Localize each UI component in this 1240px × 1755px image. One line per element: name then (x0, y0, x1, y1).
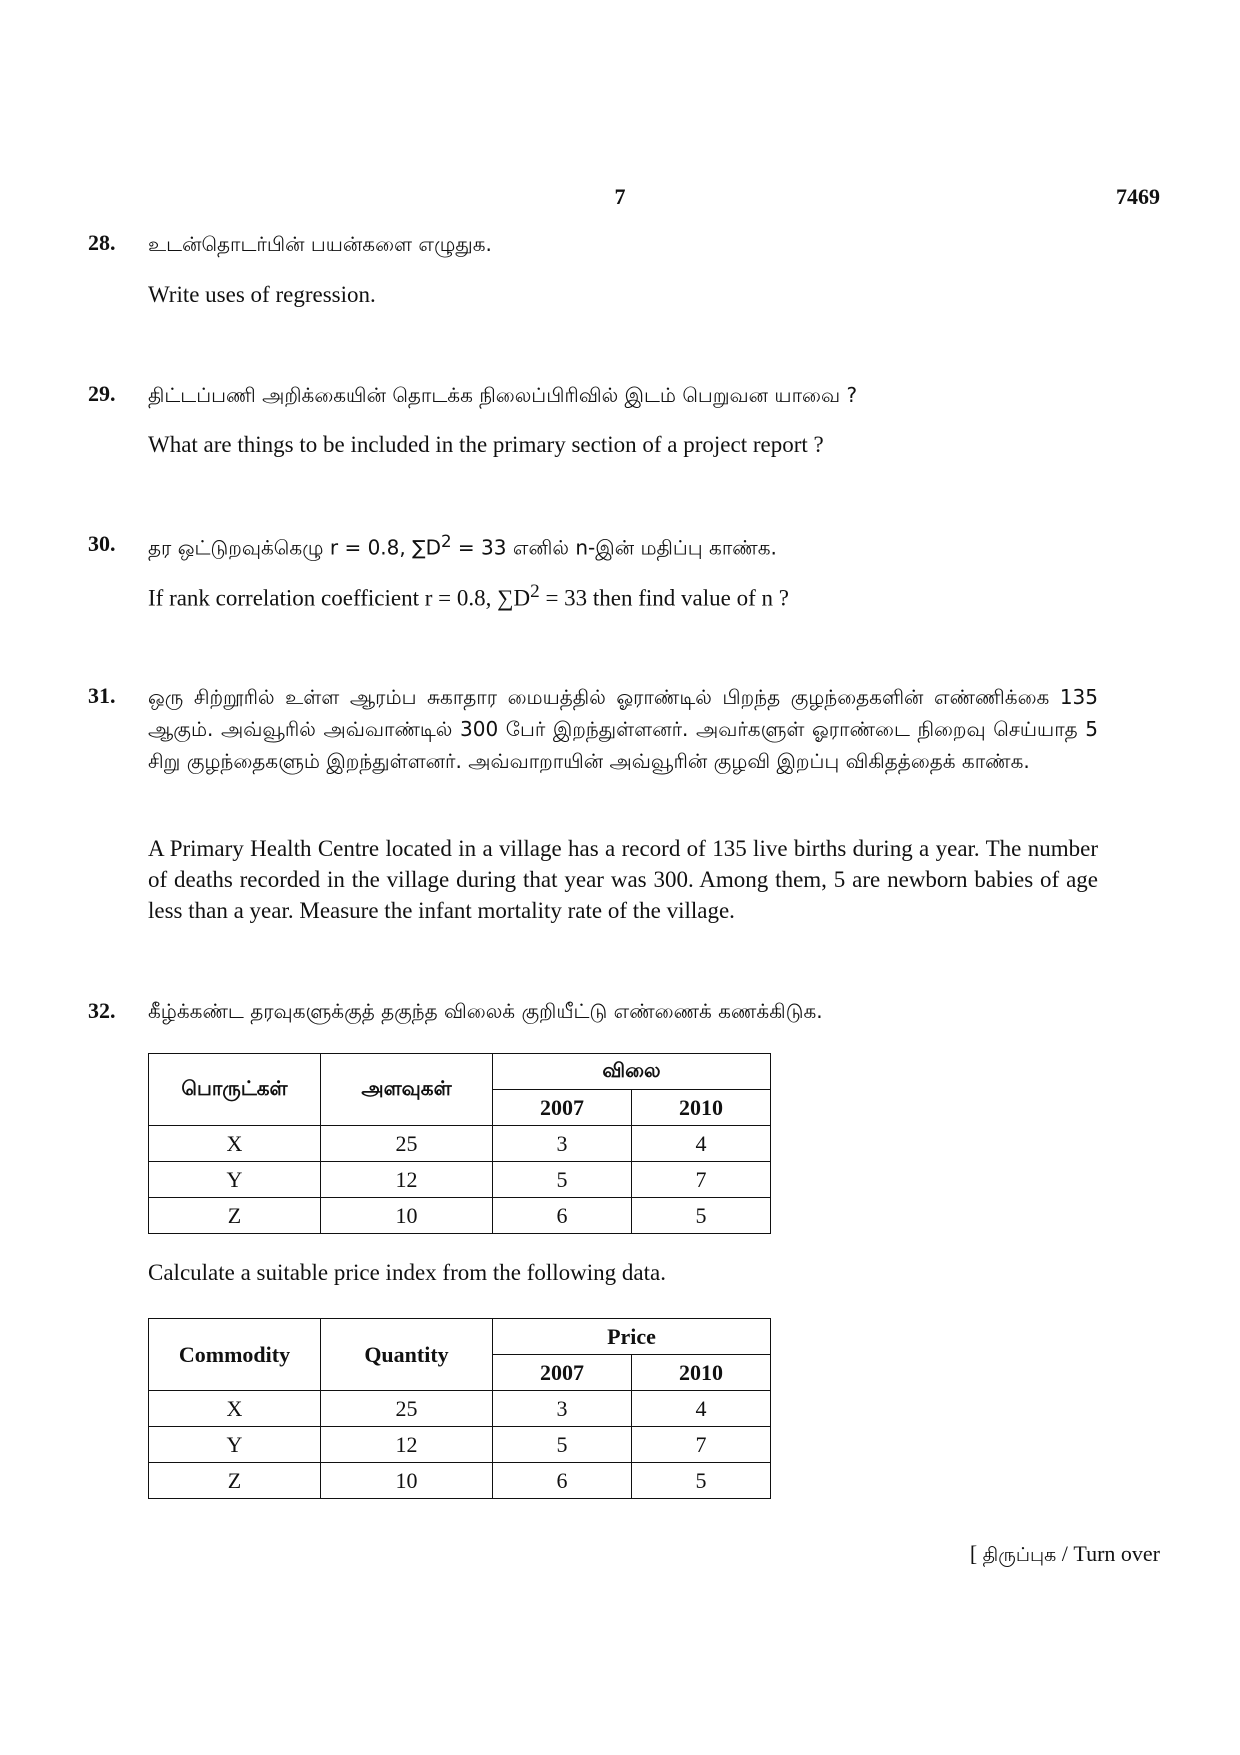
turn-over-tamil: திருப்புக (982, 1544, 1057, 1566)
price-table-tamil (148, 1053, 771, 1234)
table-row (149, 1162, 771, 1198)
question-number-28: 28. (88, 230, 116, 255)
cell-price-2010: 5 (632, 1463, 771, 1499)
cell-commodity: X (149, 1126, 321, 1162)
question-number-30: 30. (88, 531, 116, 556)
cell-quantity: 12 (321, 1427, 493, 1463)
turn-over-english: Turn over (1073, 1541, 1160, 1566)
table-row (149, 1126, 771, 1162)
q30-english-superscript: 2 (530, 581, 540, 602)
cell-price-2007: 5 (493, 1162, 632, 1198)
cell-quantity: 25 (321, 1126, 493, 1162)
cell-commodity: Y (149, 1427, 321, 1463)
paper-code: 7469 (1116, 184, 1160, 209)
cell-commodity: X (149, 1391, 321, 1427)
cell-quantity: 10 (321, 1198, 493, 1234)
table-row (149, 1463, 771, 1499)
turn-over-separator: / (1056, 1541, 1074, 1566)
table-english-header-quantity: Quantity (321, 1319, 493, 1391)
table-tamil-header-commodity: பொருட்கள் (149, 1054, 321, 1126)
cell-price-2010: 4 (632, 1126, 771, 1162)
question-30-tamil (148, 532, 777, 563)
q30-english-part-b: = 33 then find value of n ? (539, 585, 789, 611)
table-english-header-commodity: Commodity (149, 1319, 321, 1391)
price-table-english (148, 1318, 771, 1499)
question-number-31: 31. (88, 683, 116, 708)
table-tamil-header-year2: 2010 (632, 1090, 771, 1126)
table-tamil-header-price: விலை (493, 1054, 771, 1090)
question-31-english: A Primary Health Centre located in a village has a record of 135 live births during a year. The number of deaths recorded in the village during that year was 300. Among them, 5 are newborn babies of age less than a year. Measure the infant mortality rate of the village. (148, 836, 1098, 923)
cell-price-2007: 5 (493, 1427, 632, 1463)
table-row (149, 1391, 771, 1427)
question-32-tamil: கீழ்க்கண்ட தரவுகளுக்குத் தகுந்த விலைக் குறியீட்டு எண்ணைக் கணக்கிடுக. (148, 999, 823, 1023)
cell-price-2007: 6 (493, 1198, 632, 1234)
table-row (149, 1427, 771, 1463)
table-english-header-price: Price (493, 1319, 771, 1355)
table-tamil-header-year1: 2007 (493, 1090, 632, 1126)
page-number: 7 (614, 184, 626, 209)
q30-tamil-superscript: 2 (440, 532, 452, 551)
cell-commodity: Z (149, 1463, 321, 1499)
cell-commodity: Z (149, 1198, 321, 1234)
cell-price-2010: 5 (632, 1198, 771, 1234)
turn-over-bracket: [ (969, 1541, 983, 1566)
question-29-english: What are things to be included in the primary section of a project report ? (148, 432, 824, 457)
q30-tamil-part-b: = 33 எனில் n-இன் மதிப்பு காண்க. (451, 535, 777, 560)
question-32-english: Calculate a suitable price index from the following data. (148, 1260, 666, 1285)
q30-english-part-a: If rank correlation coefficient r = 0.8, ∑D (148, 585, 531, 611)
question-28-tamil: உடன்தொடர்பின் பயன்களை எழுதுக. (148, 232, 492, 256)
question-30-english (148, 581, 789, 612)
cell-price-2010: 7 (632, 1427, 771, 1463)
table-row (149, 1198, 771, 1234)
question-28-english: Write uses of regression. (148, 282, 376, 307)
question-number-29: 29. (88, 381, 116, 406)
turn-over-note (970, 1541, 1160, 1569)
question-31-tamil: ஒரு சிற்றூரில் உள்ள ஆரம்ப சுகாதார மையத்தில் ஓராண்டில் பிறந்த குழந்தைகளின் எண்ணிக்கை 135 ஆகும். அவ்வூரில் அவ்வாண்டில் 300 பேர் இறந்துள்ளனர். அவர்களுள் ஓராண்டை நிறைவு செய்யாத 5 சிறு குழந்தைகளும் இறந்துள்ளனர். அவ்வாறாயின் அவ்வூரின் குழவி இறப்பு விகிதத்தைக் காண்க. (148, 685, 1098, 773)
cell-price-2010: 7 (632, 1162, 771, 1198)
cell-quantity: 25 (321, 1391, 493, 1427)
table-english-header-year2: 2010 (632, 1355, 771, 1391)
table-english-header-year1: 2007 (493, 1355, 632, 1391)
cell-price-2010: 4 (632, 1391, 771, 1427)
cell-price-2007: 3 (493, 1391, 632, 1427)
table-tamil-header-quantity: அளவுகள் (321, 1054, 493, 1126)
cell-price-2007: 3 (493, 1126, 632, 1162)
cell-quantity: 10 (321, 1463, 493, 1499)
q30-tamil-part-a: தர ஒட்டுறவுக்கெழு r = 0.8, ∑D (148, 535, 441, 560)
cell-price-2007: 6 (493, 1463, 632, 1499)
question-29-tamil: திட்டப்பணி அறிக்கையின் தொடக்க நிலைப்பிரிவில் இடம் பெறுவன யாவை ? (148, 383, 858, 407)
cell-commodity: Y (149, 1162, 321, 1198)
question-number-32: 32. (88, 998, 116, 1023)
cell-quantity: 12 (321, 1162, 493, 1198)
